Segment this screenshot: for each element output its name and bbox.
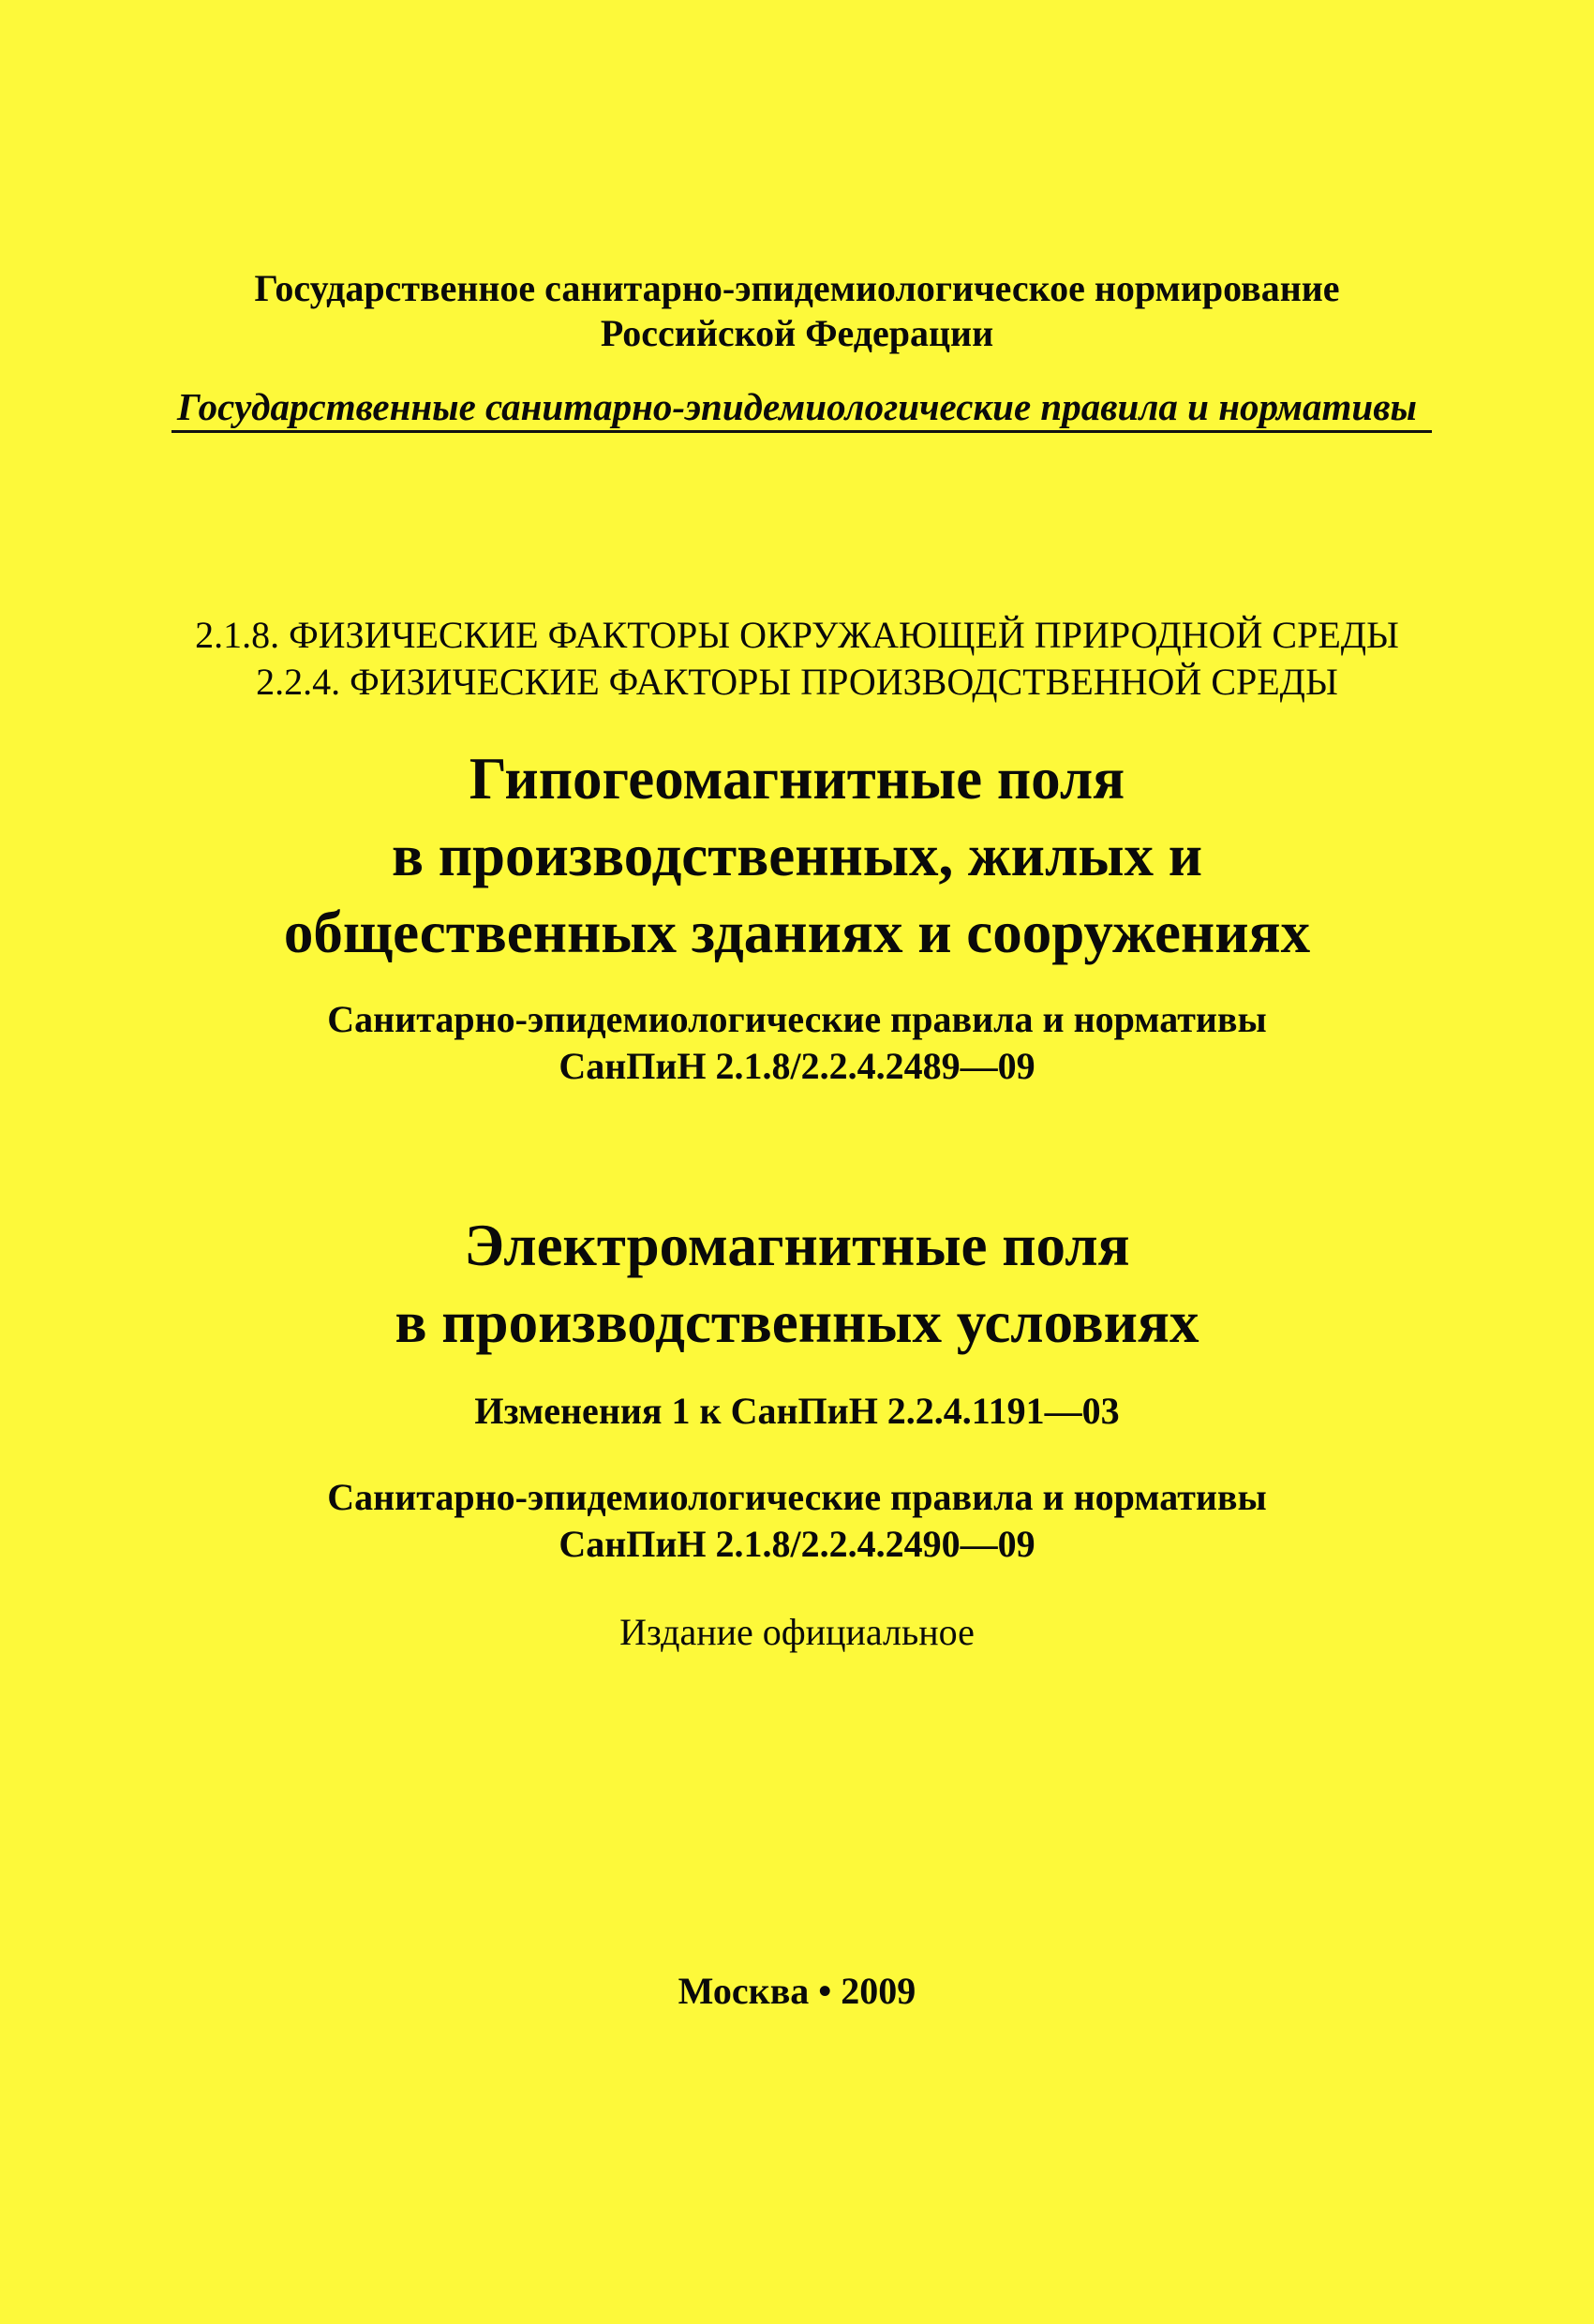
doc1-title-line-2: в производственных, жилых и <box>391 823 1203 888</box>
doc1-title-line-3: общественных зданиях и сооружениях <box>283 900 1311 965</box>
doc1-code: СанПиН 2.1.8/2.2.4.2489—09 <box>559 1045 1035 1087</box>
series-title: Государственные санитарно-эпидемиологические правила и нормативы <box>177 385 1417 428</box>
section-code-1: 2.1.8. ФИЗИЧЕСКИЕ ФАКТОРЫ ОКРУЖАЮЩЕЙ ПРИРОДНОЙ СРЕДЫ <box>195 614 1399 656</box>
doc2-amendment: Изменения 1 к СанПиН 2.2.4.1191—03 <box>474 1390 1120 1432</box>
issuer-line-1: Государственное санитарно-эпидемиологическое нормирование <box>254 267 1340 309</box>
section-code-2: 2.2.4. ФИЗИЧЕСКИЕ ФАКТОРЫ ПРОИЗВОДСТВЕННОЙ СРЕДЫ <box>256 661 1338 703</box>
doc2-type: Санитарно-эпидемиологические правила и нормативы <box>327 1476 1267 1518</box>
doc2-title-line-2: в производственных условиях <box>395 1289 1199 1355</box>
issuer-line-2: Российской Федерации <box>600 312 994 354</box>
doc2-code: СанПиН 2.1.8/2.2.4.2490—09 <box>559 1523 1035 1565</box>
imprint: Москва • 2009 <box>678 1970 916 2012</box>
doc2-title-line-1: Электромагнитные поля <box>464 1213 1130 1278</box>
series-underline <box>171 430 1432 433</box>
edition-label: Издание официальное <box>619 1611 975 1653</box>
doc1-type: Санитарно-эпидемиологические правила и нормативы <box>327 998 1267 1040</box>
doc1-title-line-1: Гипогеомагнитные поля <box>469 746 1125 812</box>
